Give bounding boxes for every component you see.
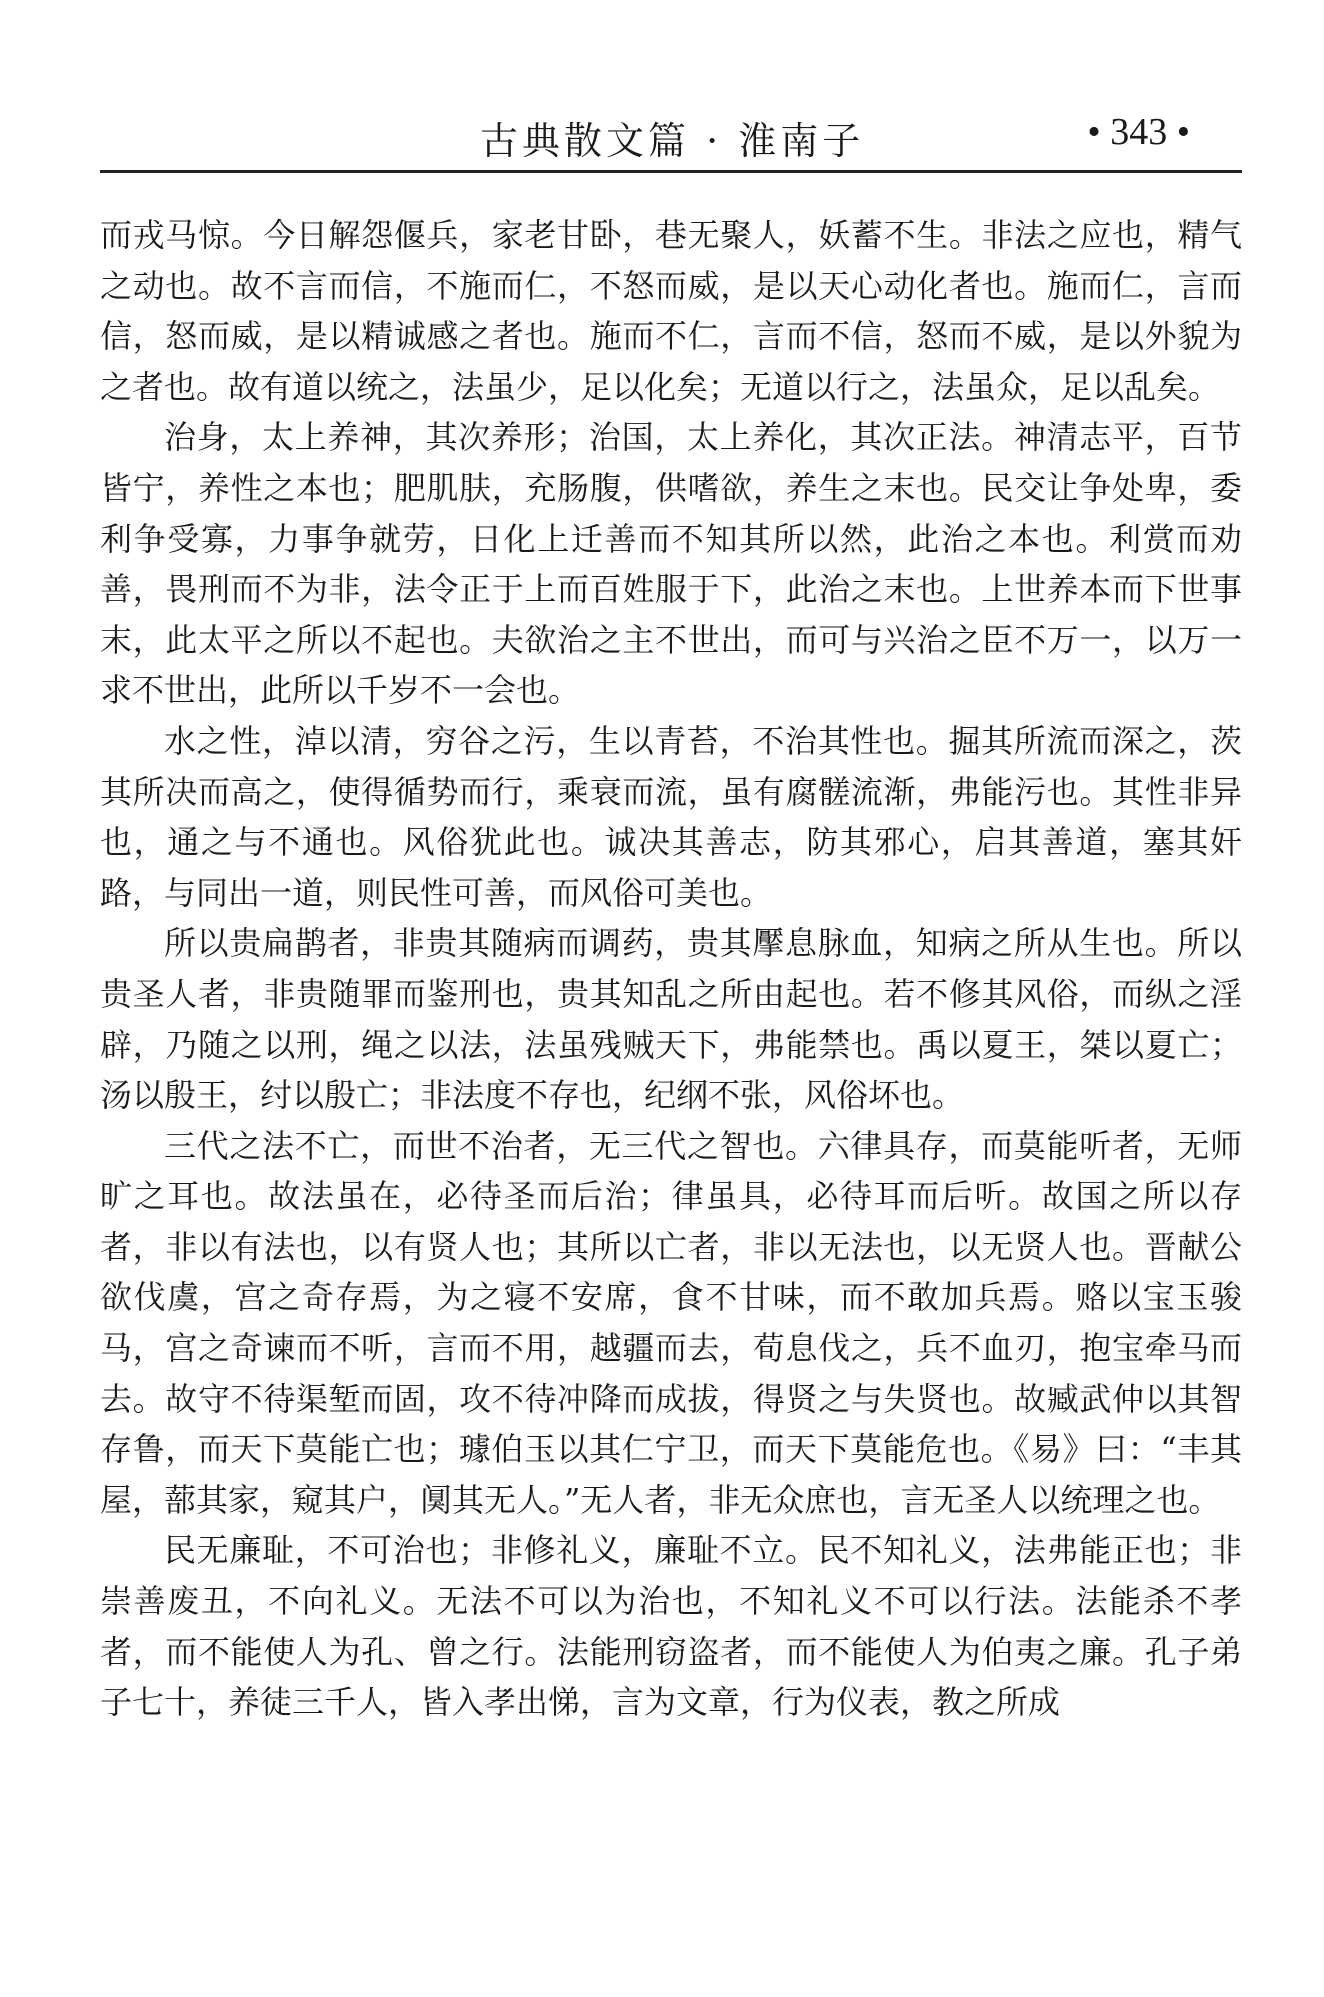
paragraph: 民无廉耻，不可治也；非修礼义，廉耻不立。民不知礼义，法弗能正也；非崇善废丑，不向礼义。无法不可以为治也，不知礼义不可以行法。法能杀不孝者，而不能使人为孔、曾之行。法能刑窃盗者，而不能使人为伯夷之廉。孔子弟子七十，养徒三千人，皆入孝出悌，言为文章，行为仪表，教之所成 (100, 1531, 1242, 1722)
paragraph: 而戎马惊。今日解怨偃兵，家老甘卧，巷无聚人，妖蓄不生。非法之应也，精气之动也。故不言而信，不施而仁，不怒而威，是以天心动化者也。施而仁，言而信，怒而威，是以精诚感之者也。施而不仁，言而不信，怒而不威，是以外貌为之者也。故有道以统之，法虽少，足以化矣；无道以行之，法虽众，足以乱矣。 (100, 216, 1242, 406)
paragraph: 所以贵扁鹊者，非贵其随病而调药，贵其擪息脉血，知病之所从生也。所以贵圣人者，非贵随罪而鉴刑也，贵其知乱之所由起也。若不修其风俗，而纵之淫辟，乃随之以刑，绳之以法，法虽残贼天下，弗能禁也。禹以夏王，桀以夏亡；汤以殷王，纣以殷亡；非法度不存也，纪纲不张，风俗坏也。 (100, 924, 1242, 1115)
running-title: 古典散文篇 · 淮南子 (480, 119, 865, 163)
page-header (100, 96, 1242, 173)
paragraph: 治身，太上养神，其次养形；治国，太上养化，其次正法。神清志平，百节皆宁，养性之本也；肥肌肤，充肠腹，供嗜欲，养生之末也。民交让争处卑，委利争受寡，力事争就劳，日化上迁善而不知其所以然，此治之本也。利赏而劝善，畏刑而不为非，法令正于上而百姓服于下，此治之末也。上世养本而下世事末，此太平之所以不起也。夫欲治之主不世出，而可与兴治之臣不万一，以万一求不世出，此所以千岁不一会也。 (100, 418, 1242, 710)
paragraph: 三代之法不亡，而世不治者，无三代之智也。六律具存，而莫能听者，无师旷之耳也。故法虽在，必待圣而后治；律虽具，必待耳而后听。故国之所以存者，非以有法也，以有贤人也；其所以亡者，非以无法也，以无贤人也。晋献公欲伐虞，宫之奇存焉，为之寝不安席，食不甘味，而不敢加兵焉。赂以宝玉骏马，宫之奇谏而不听，言而不用，越疆而去，荀息伐之，兵不血刃，抱宝牵马而去。故守不待渠堑而固，攻不待冲降而成拔，得贤之与失贤也。故臧武仲以其智存鲁，而天下莫能亡也；璩伯玉以其仁宁卫，而天下莫能危也。《易》曰：“丰其屋，蔀其家，窥其户，阒其无人。”无人者，非无众庶也，言无圣人以统理之也。 (100, 1126, 1242, 1519)
paragraph: 水之性，淖以清，穷谷之污，生以青苔，不治其性也。掘其所流而深之，茨其所决而高之，使得循势而行，乘衰而流，虽有腐髊流渐，弗能污也。其性非异也，通之与不通也。风俗犹此也。诚决其善志，防其邪心，启其善道，塞其奸路，与同出一道，则民性可善，而风俗可美也。 (100, 721, 1242, 912)
page-number: • 343 • (1087, 111, 1190, 153)
body-text (100, 210, 1242, 1728)
